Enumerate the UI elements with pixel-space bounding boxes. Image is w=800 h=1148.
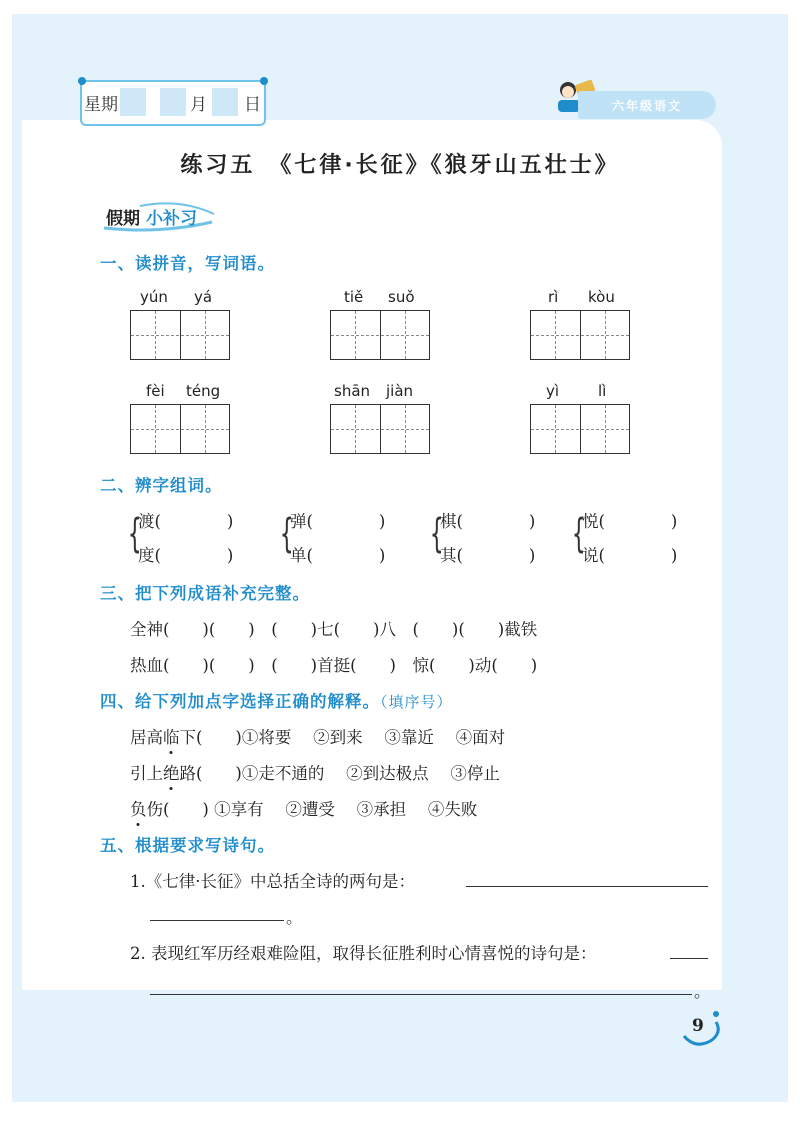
pinyin-3a: rì (548, 288, 559, 306)
section-4-heading (100, 688, 453, 712)
dotted-char: 负 (130, 796, 147, 820)
pinyin-6b: lì (598, 382, 607, 400)
poem-question-2: 2. 表现红军历经艰难险阻，取得长征胜利时心情喜悦的诗句是： (130, 944, 597, 963)
section-5-heading: 五、根据要求写诗句。 (100, 836, 275, 855)
holiday-badge (100, 200, 218, 232)
page-number: 9 (692, 1016, 704, 1036)
answer-line[interactable] (150, 920, 284, 921)
word-prefix: 引上 (130, 764, 163, 783)
brace-icon: { (127, 511, 142, 557)
definition-options: 伤( ) ①享有 ②遭受 ③承担 ④失败 (146, 800, 478, 819)
writing-grid[interactable] (130, 310, 230, 360)
badge-text-2: 小补习 (146, 209, 197, 229)
definition-row-3 (130, 796, 477, 820)
section-1-heading: 一、读拼音，写词语。 (100, 254, 275, 273)
idiom-row-1: 全神( )( ) ( )七( )八 ( )( )截铁 (130, 620, 538, 639)
definition-row-2 (130, 760, 500, 784)
pinyin-4a: fèi (146, 382, 165, 400)
pinyin-3b: kòu (588, 288, 615, 306)
writing-grid[interactable] (530, 310, 630, 360)
answer-line[interactable] (670, 958, 708, 959)
word-prefix: 居高 (130, 728, 163, 747)
month-blank[interactable] (160, 88, 186, 116)
day-label: 日 (244, 95, 261, 115)
pinyin-2a: tiě (344, 288, 364, 306)
period-mark: 。 (694, 982, 711, 1001)
month-label: 月 (190, 95, 207, 115)
char-pair-top: 渡( ) (138, 512, 234, 531)
pinyin-1a: yún (140, 288, 168, 306)
section-3-heading: 三、把下列成语补充完整。 (100, 584, 310, 603)
pinyin-5b: jiàn (386, 382, 414, 400)
dotted-char: 绝 (163, 760, 180, 784)
period-mark: 。 (286, 908, 303, 927)
char-pair-top: 棋( ) (440, 512, 536, 531)
section-4-note: （填序号） (380, 693, 453, 711)
page-title: 练习五 《七律·长征》《狼牙山五壮士》 (180, 153, 620, 178)
pin-dot-icon (260, 77, 268, 85)
brace-icon: { (571, 511, 586, 557)
pin-dot-icon (78, 77, 86, 85)
badge-text-1: 假期 (106, 209, 140, 229)
writing-grid[interactable] (130, 404, 230, 454)
char-pair-bottom: 其( ) (440, 546, 536, 565)
char-pair-bottom: 度( ) (138, 546, 234, 565)
definition-options: 路( )①走不通的 ②到达极点 ③停止 (179, 764, 500, 783)
pinyin-6a: yì (546, 382, 560, 400)
poem-question-1: 1.《七律·长征》中总括全诗的两句是： (130, 872, 415, 891)
definition-row-1 (130, 724, 505, 748)
writing-grid[interactable] (330, 310, 430, 360)
weekday-blank[interactable] (120, 88, 146, 116)
grade-tag: 六年级语文 (578, 91, 716, 119)
char-pair-top: 悦( ) (582, 512, 678, 531)
pinyin-4b: téng (186, 382, 221, 400)
char-pair-top: 弹( ) (290, 512, 386, 531)
pinyin-5a: shān (334, 382, 371, 400)
writing-grid[interactable] (330, 404, 430, 454)
brace-icon: { (279, 511, 294, 557)
char-pair-bottom: 单( ) (290, 546, 386, 565)
section-2-heading: 二、辨字组词。 (100, 476, 223, 495)
answer-line[interactable] (466, 886, 708, 887)
definition-options: 下( )①将要 ②到来 ③靠近 ④面对 (179, 728, 506, 747)
section-4-title: 四、给下列加点字选择正确的解释。 (100, 692, 380, 711)
writing-grid[interactable] (530, 404, 630, 454)
brace-icon: { (429, 511, 444, 557)
weekday-label: 星期 (84, 95, 118, 115)
idiom-row-2: 热血( )( ) ( )首挺( ) 惊( )动( ) (130, 656, 538, 675)
day-blank[interactable] (212, 88, 238, 116)
pinyin-2b: suǒ (388, 288, 415, 306)
answer-line[interactable] (150, 994, 692, 995)
page-number-badge (676, 1006, 726, 1050)
pinyin-1b: yá (194, 288, 213, 306)
dotted-char: 临 (163, 724, 180, 748)
char-pair-bottom: 说( ) (582, 546, 678, 565)
